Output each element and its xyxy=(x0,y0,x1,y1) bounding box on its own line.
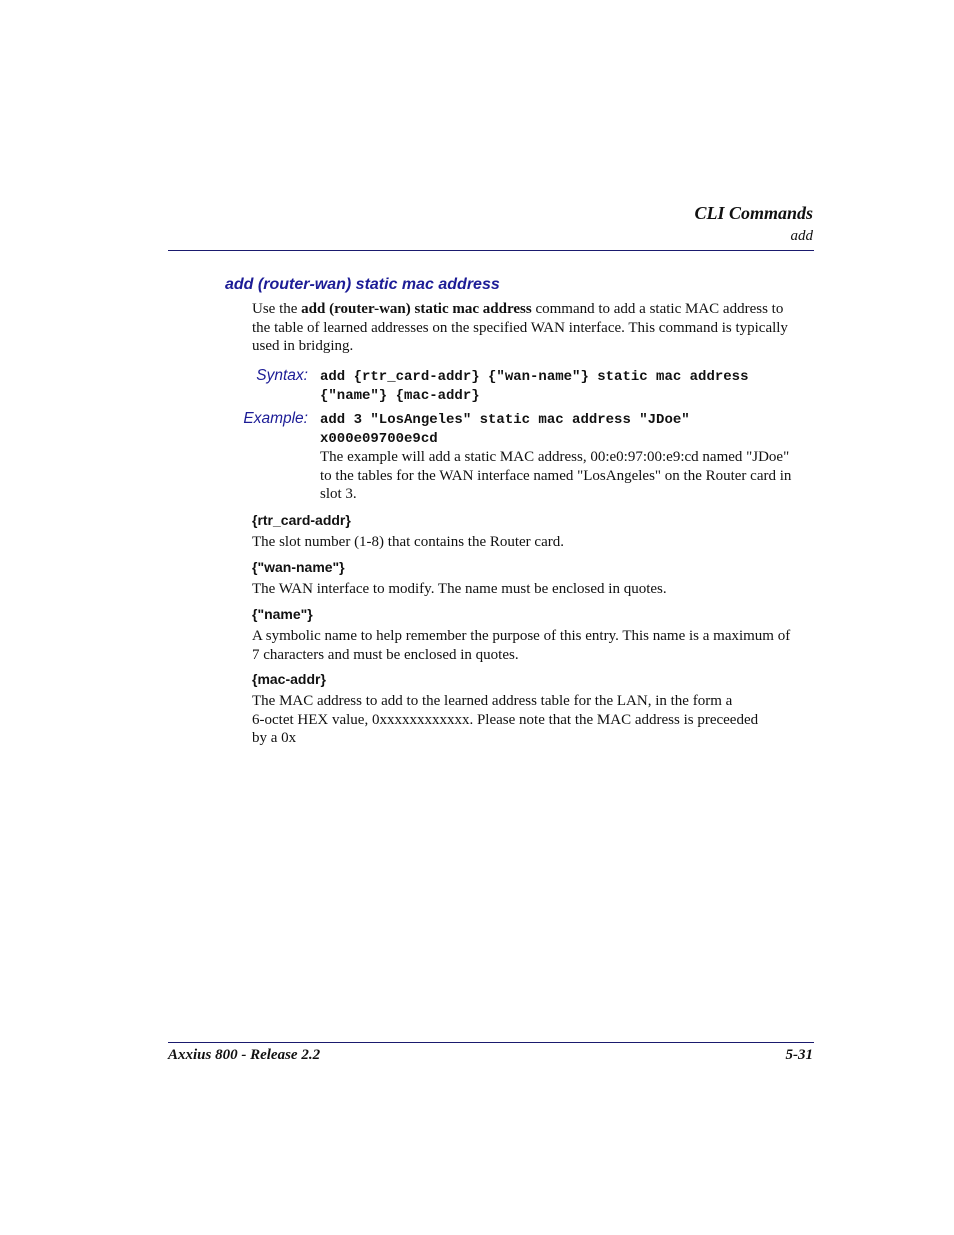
example-desc-line-2: to the tables for the WAN interface named "LosAngeles" on the Router card in xyxy=(320,467,792,484)
example-code xyxy=(320,411,690,448)
syntax-line-1: add {rtr_card-addr} {"wan-name"} static mac address xyxy=(320,369,749,385)
param-name-wan-name: {"wan-name"} xyxy=(252,559,345,575)
param-desc-line: 7 characters and must be enclosed in quotes. xyxy=(252,646,519,663)
param-name-name: {"name"} xyxy=(252,606,313,622)
running-header-subtitle: add xyxy=(790,228,813,244)
param-desc-line: A symbolic name to help remember the purpose of this entry. This name is a maximum of xyxy=(252,628,791,644)
intro-line-3: used in bridging. xyxy=(252,338,354,355)
intro-line-2: the table of learned addresses on the specified WAN interface. This command is typically xyxy=(252,319,788,336)
param-desc-name xyxy=(252,627,817,664)
param-desc-line: The slot number (1-8) that contains the Router card. xyxy=(252,534,564,550)
param-name-rtr-card-addr: {rtr_card-addr} xyxy=(252,512,351,528)
footer-product-release: Axxius 800 - Release 2.2 xyxy=(168,1047,321,1063)
intro-command-name: add (router-wan) static mac address xyxy=(301,301,532,317)
syntax-label: Syntax: xyxy=(256,367,308,384)
param-desc-line: 6-octet HEX value, 0xxxxxxxxxxxx. Please note that the MAC address is preceeded xyxy=(252,711,759,728)
example-line-1: add 3 "LosAngeles" static mac address "JDoe" xyxy=(320,412,690,428)
syntax-line-2: {"name"} {mac-addr} xyxy=(320,387,480,404)
param-desc-line: by a 0x xyxy=(252,730,297,747)
param-name-mac-addr: {mac-addr} xyxy=(252,671,326,687)
param-desc-line: The MAC address to add to the learned address table for the LAN, in the form a xyxy=(252,693,733,709)
example-desc-line-3: slot 3. xyxy=(320,486,357,503)
syntax-code xyxy=(320,368,748,405)
footer-rule xyxy=(168,1042,814,1043)
intro-paragraph xyxy=(252,300,817,356)
example-line-2: x000e09700e9cd xyxy=(320,430,438,447)
param-desc-line: The WAN interface to modify. The name must be enclosed in quotes. xyxy=(252,581,667,597)
param-desc-rtr-card-addr xyxy=(252,533,817,552)
footer-page-number: 5-31 xyxy=(785,1047,813,1063)
header-rule xyxy=(168,250,814,251)
intro-suffix: command to add a static MAC address to xyxy=(531,301,784,317)
section-title: add (router-wan) static mac address xyxy=(225,276,500,293)
param-desc-mac-addr xyxy=(252,692,817,748)
param-desc-wan-name xyxy=(252,580,817,599)
intro-prefix: Use the xyxy=(252,301,302,317)
example-label: Example: xyxy=(243,410,308,427)
example-description xyxy=(320,448,816,504)
running-header-title: CLI Commands xyxy=(694,203,813,223)
example-desc-line-1: The example will add a static MAC address, 00:e0:97:00:e9:cd named "JDoe" xyxy=(320,449,790,465)
